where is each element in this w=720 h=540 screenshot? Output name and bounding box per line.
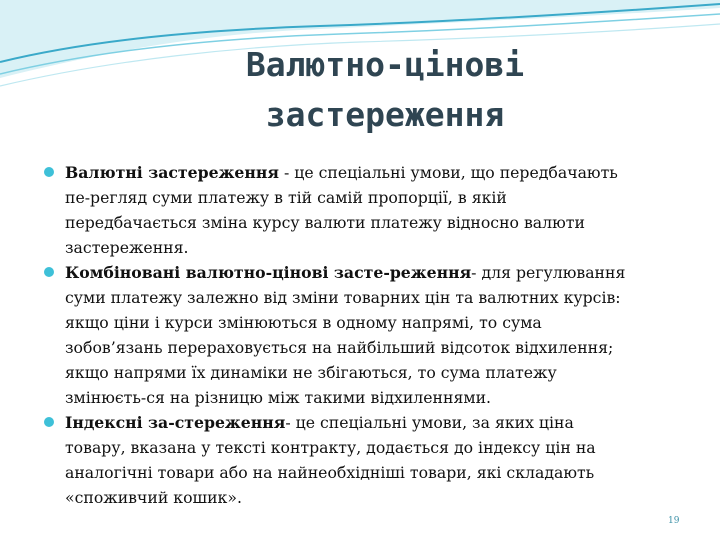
- bullet-list: [44, 160, 694, 510]
- bullet-line: суми платежу залежно від зміни товарних цін та валютних курсів:: [65, 288, 621, 307]
- bullet-line: аналогічні товари або на найнеобхідніші товари, які складають: [65, 463, 595, 482]
- bullet-dot-icon: [44, 417, 54, 427]
- bullet-first-line: [65, 410, 694, 435]
- bullet-dot-icon: [44, 167, 54, 177]
- bullet-item-index-clauses: [44, 410, 694, 510]
- bullet-line: зобов’язань перераховується на найбільший відсоток відхилення;: [65, 338, 614, 357]
- bullet-line: змінюєть-ся на різницю між такими відхиленнями.: [65, 388, 492, 407]
- bullet-item-combined-clauses: [44, 260, 694, 410]
- bullet-line: застереження.: [65, 238, 189, 257]
- bullet-line: товару, вказана у тексті контракту, додається до індексу цін на: [65, 438, 596, 457]
- bullet-term: Індексні за-стереження: [65, 413, 286, 432]
- bullet-term: Комбіновані валютно-цінові засте-реження: [65, 263, 472, 282]
- bullet-line: передбачається зміна курсу валюти платежу відносно валюти: [65, 213, 585, 232]
- bullet-term: Валютні застереження: [65, 163, 279, 182]
- bullet-line: якщо напрями їх динаміки не збігаються, то сума платежу: [65, 363, 557, 382]
- bullet-dot-icon: [44, 267, 54, 277]
- bullet-line: «споживчий кошик».: [65, 488, 242, 507]
- slide-title-line-2: застереження: [265, 95, 505, 134]
- slide-title: [140, 40, 630, 140]
- bullet-line: пе-регляд суми платежу в тій самій пропорції, в якій: [65, 188, 507, 207]
- bullet-text: - для регулювання: [471, 263, 626, 282]
- page-number: 19: [668, 516, 680, 526]
- bullet-first-line: [65, 160, 694, 185]
- bullet-first-line: [65, 260, 694, 285]
- bullet-text: - це спеціальні умови, за яких ціна: [285, 413, 574, 432]
- bullet-item-currency-clauses: [44, 160, 694, 260]
- slide-title-line-1: Валютно-цінові: [245, 45, 525, 84]
- bullet-line: якщо ціни і курси змінюються в одному напрямі, то сума: [65, 313, 542, 332]
- bullet-text: - це спеціальні умови, що передбачають: [278, 163, 618, 182]
